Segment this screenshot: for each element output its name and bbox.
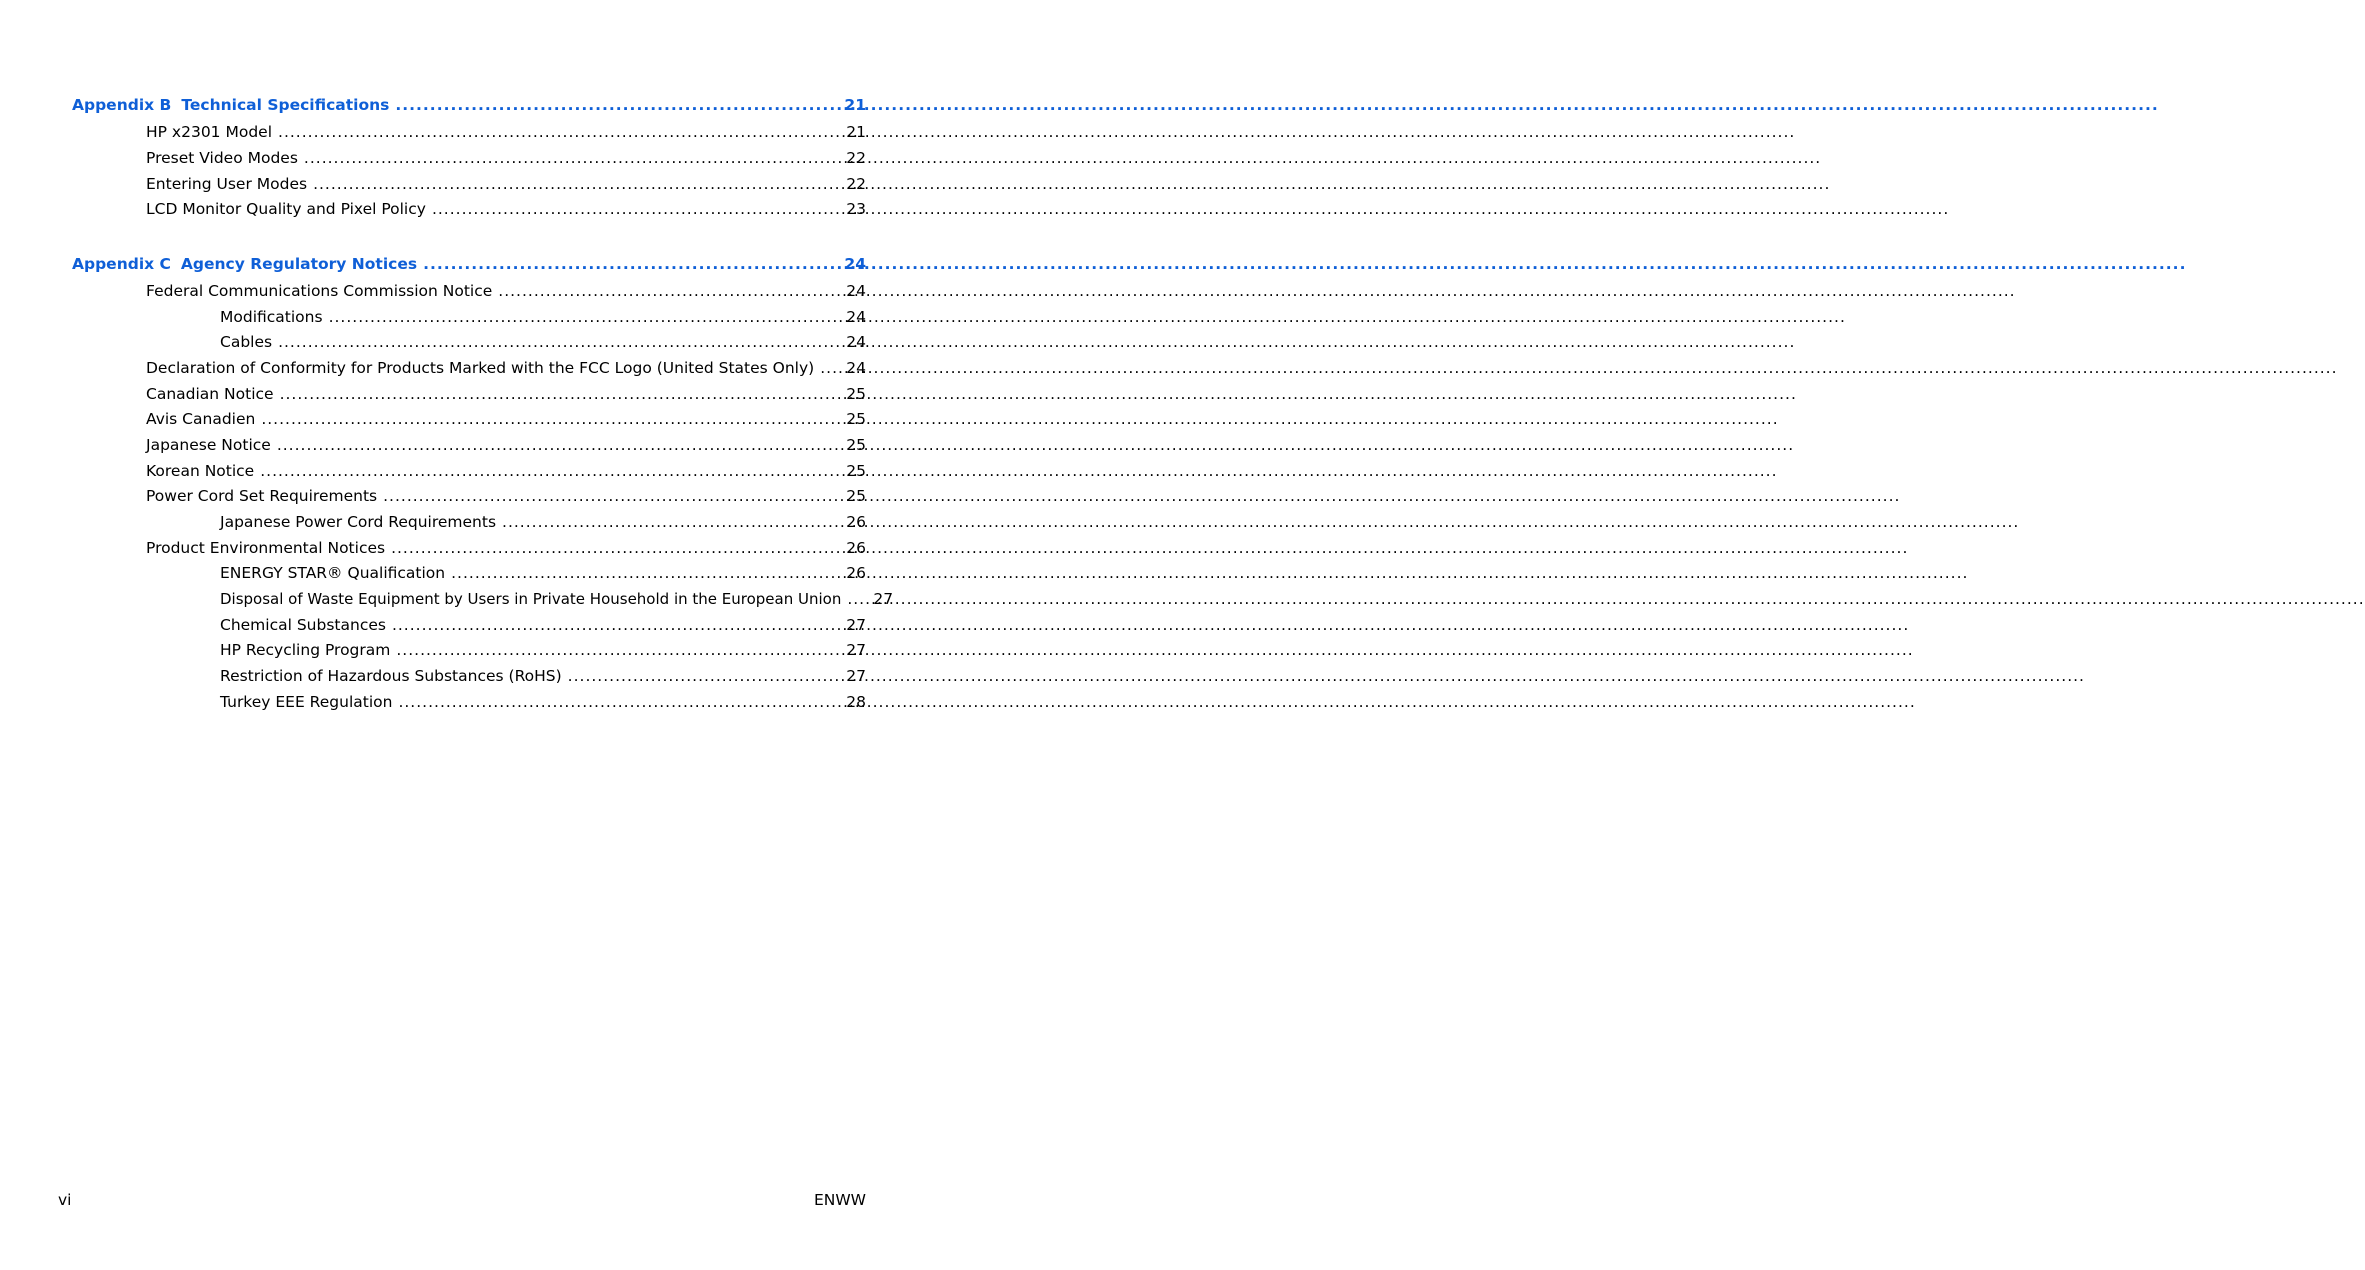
- entry-title: Cables: [220, 333, 273, 351]
- entry-title: HP x2301 Model: [146, 123, 273, 141]
- entry-title: Avis Canadien: [146, 410, 256, 428]
- leader-dots: [398, 691, 840, 713]
- entry-title: Korean Notice: [146, 462, 255, 480]
- leader-dots: [502, 511, 840, 533]
- page-number: 24: [844, 255, 866, 273]
- leader-dots: [278, 331, 840, 353]
- toc-entry[interactable]: [220, 306, 866, 328]
- entry-title: Japanese Notice: [146, 436, 271, 454]
- toc-entry[interactable]: [220, 665, 866, 687]
- toc-entry[interactable]: [146, 537, 866, 559]
- toc-entry[interactable]: [220, 511, 866, 533]
- page-number: 24: [846, 308, 866, 326]
- toc-entry[interactable]: [146, 460, 866, 482]
- toc-entry[interactable]: [146, 434, 866, 456]
- page-number: 25: [846, 487, 866, 505]
- toc-entry[interactable]: [220, 691, 866, 713]
- leader-dots: [451, 562, 840, 584]
- leader-dots: [423, 253, 838, 275]
- leader-dots: [392, 614, 840, 636]
- leader-dots: [498, 280, 840, 302]
- toc-entry[interactable]: [220, 562, 866, 584]
- entry-title: Power Cord Set Requirements: [146, 487, 378, 505]
- leader-dots: [568, 665, 841, 687]
- toc-entry[interactable]: [146, 357, 866, 379]
- page-number: 25: [846, 462, 866, 480]
- page-number: 25: [846, 410, 866, 428]
- page-number: 27: [846, 616, 866, 634]
- entry-title: Preset Video Modes: [146, 149, 298, 167]
- page-number: 21: [846, 123, 866, 141]
- leader-dots: [304, 147, 840, 169]
- page-number: 21: [844, 96, 866, 114]
- page-number: 27: [873, 590, 894, 608]
- entry-title: Japanese Power Cord Requirements: [220, 513, 497, 531]
- leader-dots: [277, 434, 840, 456]
- entry-title: LCD Monitor Quality and Pixel Policy: [146, 200, 426, 218]
- leader-dots: [260, 460, 840, 482]
- leader-dots: [847, 588, 867, 610]
- page-number: 24: [846, 333, 866, 351]
- leader-dots: [329, 306, 841, 328]
- leader-dots: [820, 357, 840, 379]
- toc-entry[interactable]: [146, 147, 866, 169]
- page-number: 24: [846, 282, 866, 300]
- page-number: 22: [846, 149, 866, 167]
- page-number: 27: [846, 667, 866, 685]
- leader-dots: [395, 94, 838, 116]
- page-number: 23: [846, 200, 866, 218]
- entry-title: Turkey EEE Regulation: [220, 693, 393, 711]
- appendix-title: Technical Specifications: [181, 96, 390, 114]
- entry-title: Product Environmental Notices: [146, 539, 386, 557]
- entry-title: Declaration of Conformity for Products Marked with the FCC Logo (United States Only): [146, 359, 815, 377]
- toc-entry[interactable]: [220, 588, 894, 610]
- page-number: 25: [846, 436, 866, 454]
- entry-title: Modifications: [220, 308, 323, 326]
- entry-title: Canadian Notice: [146, 385, 274, 403]
- page-number: 22: [846, 175, 866, 193]
- entry-title: ENERGY STAR® Qualification: [220, 564, 446, 582]
- entry-title: Entering User Modes: [146, 175, 308, 193]
- toc-entry[interactable]: [146, 408, 866, 430]
- entry-title: HP Recycling Program: [220, 641, 391, 659]
- leader-dots: [391, 537, 840, 559]
- toc-entry[interactable]: [146, 485, 866, 507]
- toc-appendix-b[interactable]: [72, 94, 866, 116]
- toc-entry[interactable]: [220, 331, 866, 353]
- leader-dots: [280, 383, 841, 405]
- footer-doc-code: ENWW: [813, 1191, 866, 1209]
- page-number: 25: [846, 385, 866, 403]
- page-number: 26: [846, 539, 866, 557]
- toc-entry[interactable]: [146, 383, 866, 405]
- leader-dots: [313, 173, 840, 195]
- appendix-label: Appendix C: [72, 255, 171, 273]
- leader-dots: [432, 198, 840, 220]
- entry-title: Chemical Substances: [220, 616, 386, 634]
- entry-title: Federal Communications Commission Notice: [146, 282, 493, 300]
- leader-dots: [278, 121, 840, 143]
- toc-entry[interactable]: [146, 121, 866, 143]
- leader-dots: [396, 639, 840, 661]
- toc-entry[interactable]: [146, 198, 866, 220]
- appendix-label: Appendix B: [72, 96, 172, 114]
- leader-dots: [261, 408, 840, 430]
- toc-entry[interactable]: [220, 614, 866, 636]
- footer-page-number: vi: [58, 1191, 72, 1209]
- page-number: 26: [846, 564, 866, 582]
- toc-entry[interactable]: [146, 280, 866, 302]
- page-number: 26: [846, 513, 866, 531]
- toc-appendix-c[interactable]: [72, 253, 866, 275]
- page-number: 24: [846, 359, 866, 377]
- appendix-title: Agency Regulatory Notices: [180, 255, 418, 273]
- page-number: 28: [846, 693, 866, 711]
- entry-title: Disposal of Waste Equipment by Users in Private Household in the European Union: [220, 590, 842, 608]
- leader-dots: [383, 485, 840, 507]
- page-number: 27: [846, 641, 866, 659]
- toc-entry[interactable]: [146, 173, 866, 195]
- toc-entry[interactable]: [220, 639, 866, 661]
- entry-title: Restriction of Hazardous Substances (RoHS): [220, 667, 562, 685]
